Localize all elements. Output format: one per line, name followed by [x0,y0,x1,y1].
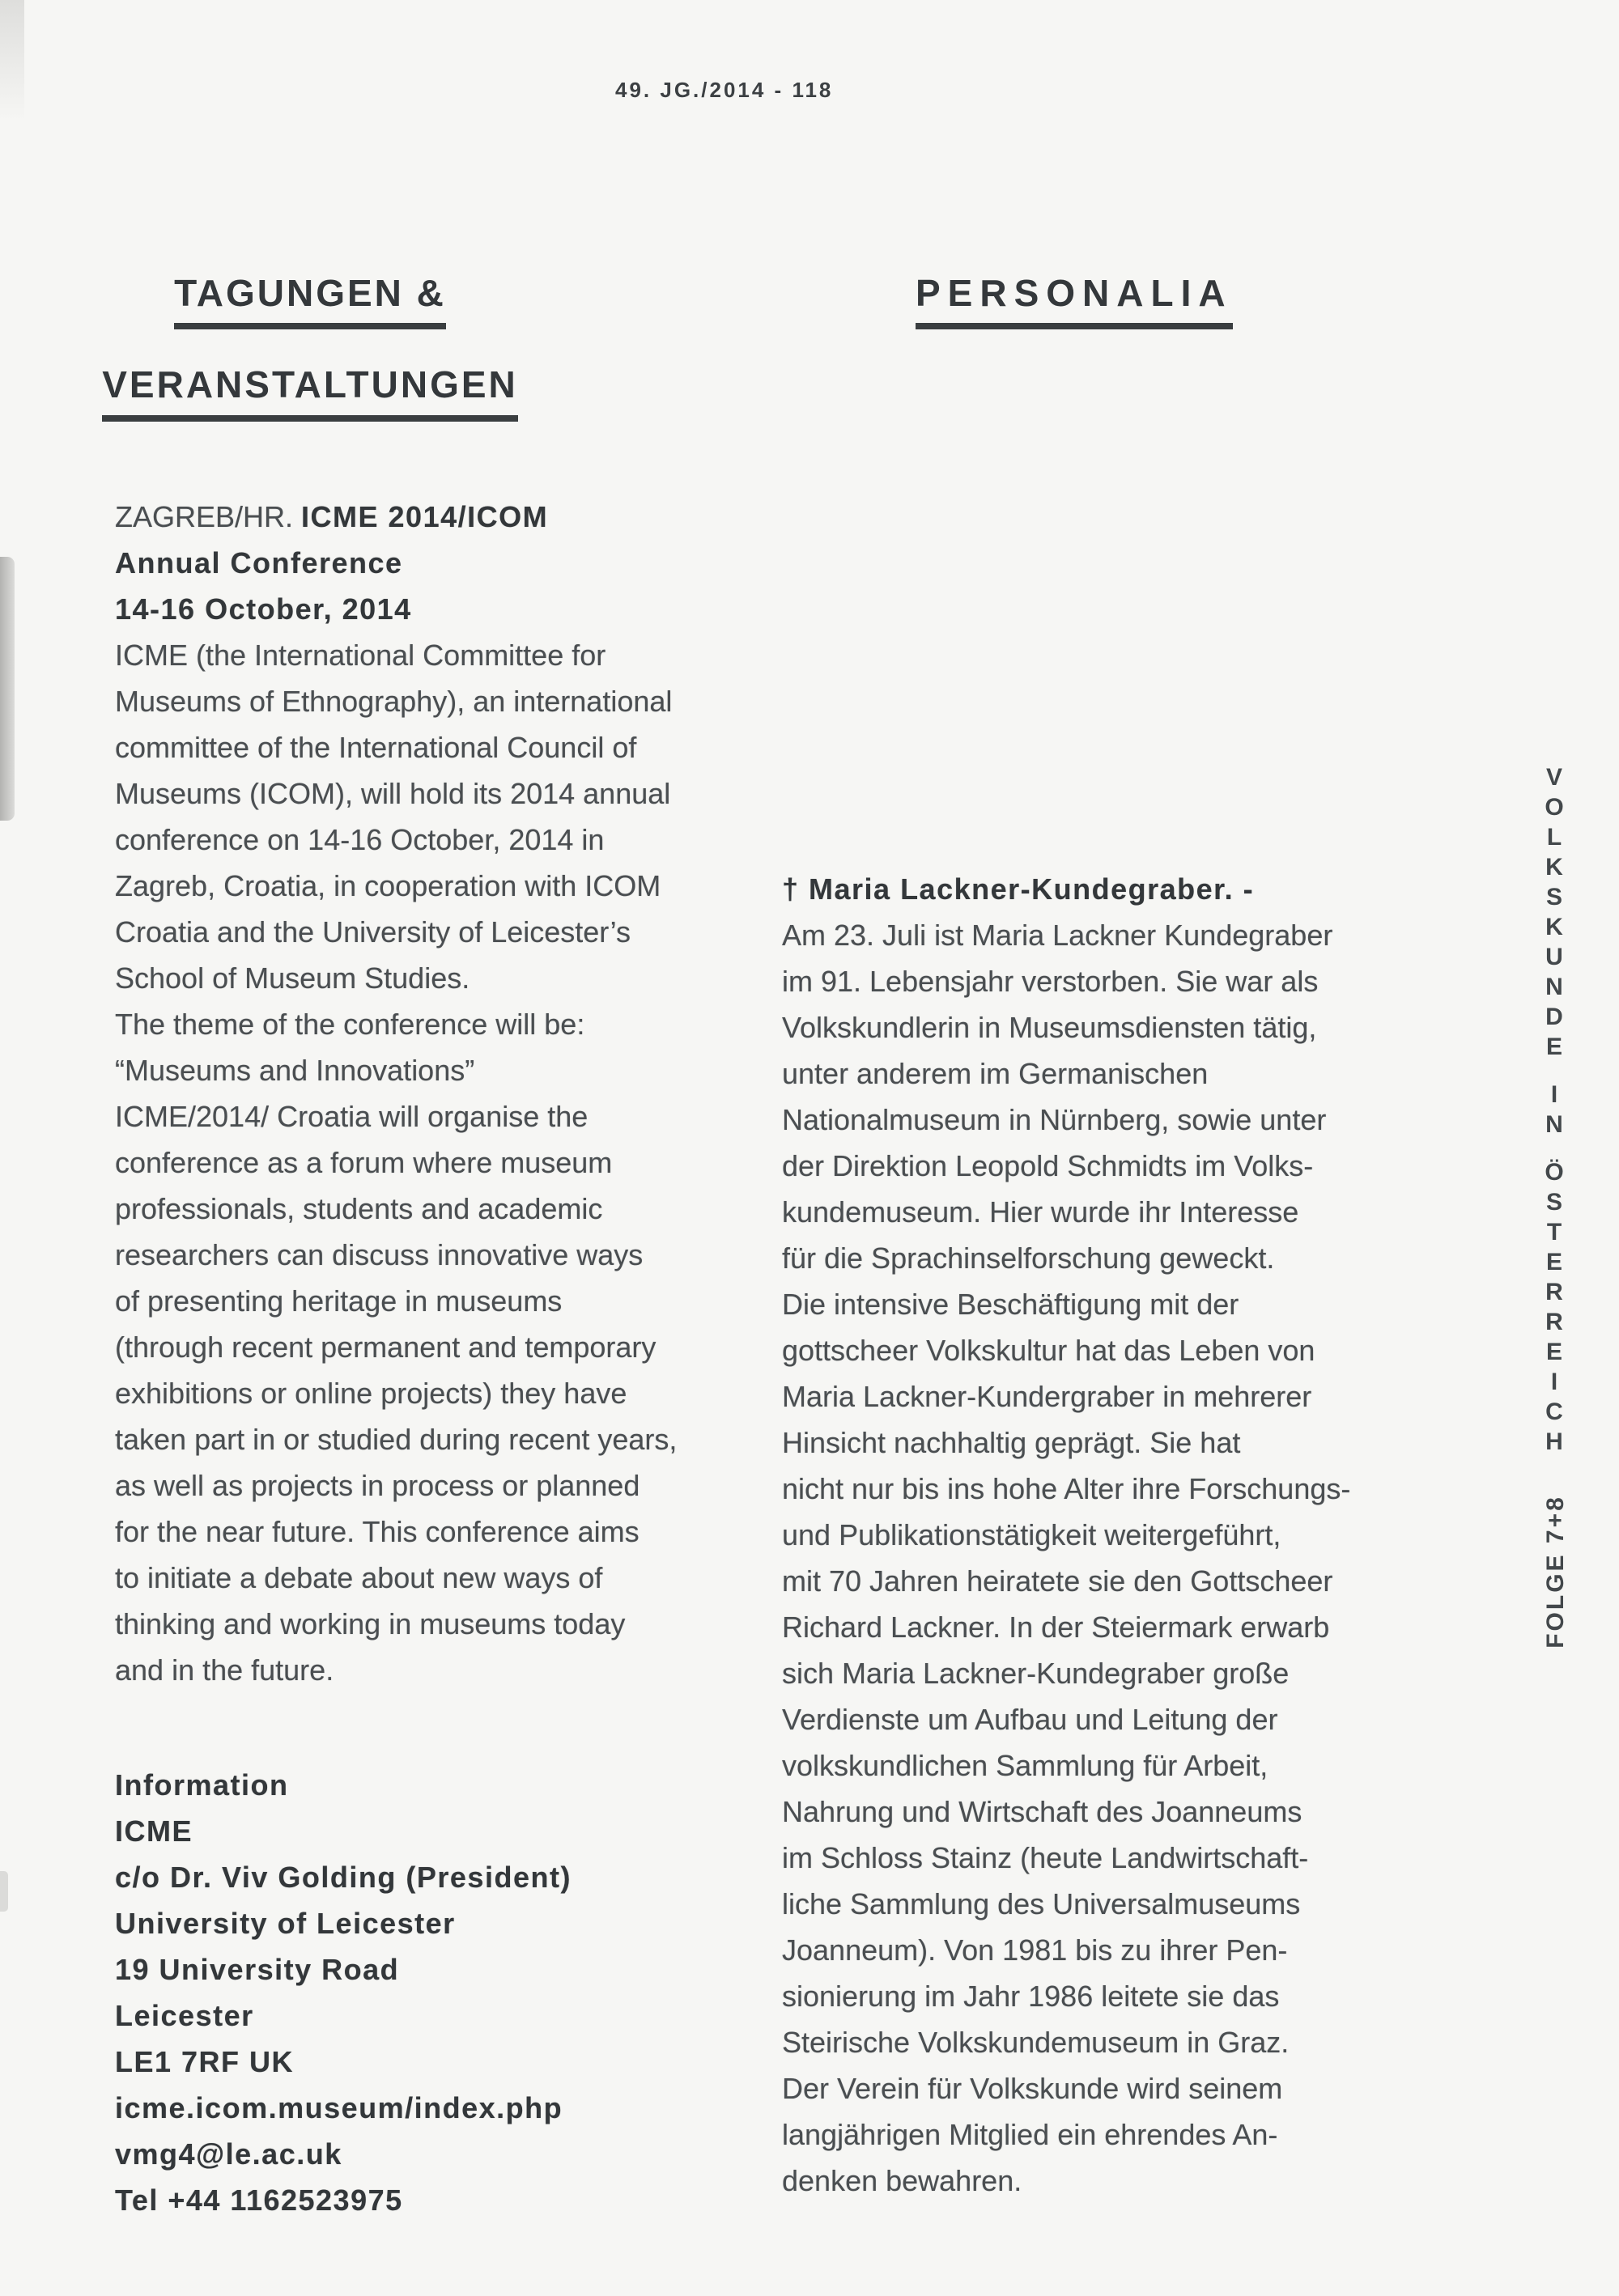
text-segment: Leicester [115,1999,254,2032]
text-line [115,1370,843,1416]
text-segment: nicht nur bis ins hohe Alter ihre Forschungs- [782,1472,1351,1505]
text-line [782,1004,1543,1050]
text-line [782,1097,1543,1143]
text-line [115,1762,843,1808]
text-segment: thinking and working in museums today [115,1607,626,1640]
text-segment: † Maria Lackner-Kundegraber. - [782,872,1255,906]
section-title-personalia [916,274,1233,329]
text-segment: Museums (ICOM), will hold its 2014 annual [115,777,671,810]
text-segment: Annual Conference [115,546,403,579]
text-line [782,1327,1543,1373]
text-line [782,1742,1543,1789]
vertical-letter: U [1545,944,1563,970]
text-segment: professionals, students and academic [115,1192,603,1225]
left-column [115,494,843,2223]
text-segment: of presenting heritage in museums [115,1284,563,1318]
text-segment: for the near future. This conference aims [115,1515,640,1548]
text-line [115,1324,843,1370]
vertical-letter: E [1545,1033,1562,1060]
text-line [115,817,843,863]
text-line [115,1946,843,1993]
text-segment: c/o Dr. Viv Golding (President) [115,1861,572,1894]
text-line [782,958,1543,1004]
text-segment: Der Verein für Volkskunde wird seinem [782,2072,1283,2105]
text-line [782,2019,1543,2065]
text-segment: and in the future. [115,1653,334,1687]
issue-number: 49. JG./2014 - 118 [615,78,834,102]
text-line [782,1835,1543,1881]
text-segment: conference on 14-16 October, 2014 in [115,823,605,856]
vertical-letter: R [1545,1279,1563,1305]
section-title-tagungen-veranstaltungen [83,274,537,422]
text-line [782,1512,1543,1558]
text-segment: für die Sprachinselforschung geweckt. [782,1241,1275,1275]
text-line [115,1509,843,1555]
text-segment: unter anderem im Germanischen [782,1057,1209,1090]
paragraph-gap [115,1693,843,1762]
text-segment: Volkskundlerin in Museumsdiensten tätig, [782,1011,1317,1044]
text-line [115,1278,843,1324]
text-segment: ZAGREB/HR. [115,500,302,533]
text-line [782,1604,1543,1650]
right-column [782,866,1543,2204]
text-segment: LE1 7RF UK [115,2045,295,2078]
text-segment: vmg4@le.ac.uk [115,2137,342,2171]
text-segment: volkskundlichen Sammlung für Arbeit, [782,1749,1268,1782]
scan-artifact-left-edge [0,557,15,821]
vertical-letter: V [1545,764,1562,791]
text-segment: conference as a forum where museum [115,1146,613,1179]
text-line [115,1186,843,1232]
vertical-letter: R [1545,1309,1563,1335]
text-segment: Maria Lackner-Kundergraber in mehrerer [782,1380,1312,1413]
text-segment: Richard Lackner. In der Steiermark erwarb [782,1611,1330,1644]
vertical-word [1536,1157,1572,1457]
text-segment: Museums of Ethnography), an international [115,685,673,718]
text-segment: taken part in or studied during recent years, [115,1423,678,1456]
text-segment: ICME [115,1814,193,1848]
text-line [782,1650,1543,1696]
text-segment: ICME (the International Committee for [115,639,606,672]
text-segment: University of Leicester [115,1907,456,1940]
text-line [115,909,843,955]
text-segment: The theme of the conference will be: [115,1008,585,1041]
text-line [782,2065,1543,2111]
vertical-letter: E [1545,1249,1562,1275]
text-segment: mit 70 Jahren heiratete sie den Gottscheer [782,1564,1333,1598]
obituary-text [782,866,1543,2204]
conference-contact-info [115,1762,843,2223]
text-line [782,1789,1543,1835]
vertical-letter: H [1545,1428,1563,1455]
text-segment: langjährigen Mitglied ein ehrendes An- [782,2118,1278,2151]
vertical-letter: K [1545,854,1563,881]
text-segment: as well as projects in process or planned [115,1469,640,1502]
text-segment: Nahrung und Wirtschaft des Joanneums [782,1795,1302,1828]
text-line [782,1558,1543,1604]
text-line [782,2158,1543,2204]
text-line [782,1420,1543,1466]
text-line [115,1555,843,1601]
text-line [115,724,843,770]
text-segment: Information [115,1768,289,1802]
text-segment: der Direktion Leopold Schmidts im Volks- [782,1149,1314,1182]
text-segment: und Publikationstätigkeit weitergeführt, [782,1518,1281,1551]
vertical-letter: N [1545,1111,1563,1138]
text-line [782,1281,1543,1327]
vertical-letter: S [1545,884,1562,910]
text-segment: kundemuseum. Hier wurde ihr Interesse [782,1195,1299,1229]
text-line [782,1373,1543,1420]
text-line [115,1993,843,2039]
text-segment: denken bewahren. [782,2164,1022,2197]
text-line [115,770,843,817]
text-line [115,1416,843,1462]
text-segment: Joanneum). Von 1981 bis zu ihrer Pen- [782,1933,1288,1967]
text-line [115,2177,843,2223]
vertical-letter: L [1546,824,1562,851]
text-line [115,2085,843,2131]
text-line [115,1462,843,1509]
text-line [115,632,843,678]
text-line [115,1140,843,1186]
text-segment: (through recent permanent and temporary [115,1330,657,1364]
text-line [782,1235,1543,1281]
section-title-line2: VERANSTALTUNGEN [102,365,518,421]
vertical-letter: T [1546,1219,1562,1246]
text-segment: Hinsicht nachhaltig geprägt. Sie hat [782,1426,1241,1459]
vertical-letter: E [1545,1339,1562,1365]
vertical-word [1536,1080,1572,1140]
text-segment: Verdienste um Aufbau und Leitung der [782,1703,1278,1736]
text-line [115,2039,843,2085]
text-segment: exhibitions or online projects) they have [115,1377,627,1410]
text-segment: Zagreb, Croatia, in cooperation with ICOM [115,869,661,902]
section-title-personalia-text: PERSONALIA [916,274,1233,329]
text-line [782,1696,1543,1742]
text-segment: icme.icom.museum/index.php [115,2091,563,2124]
text-line [782,1466,1543,1512]
text-line [115,955,843,1001]
section-title-line1: TAGUNGEN & [174,274,446,329]
scan-artifact-top-left [0,0,24,121]
text-line [782,1881,1543,1927]
text-segment: Tel +44 1162523975 [115,2184,403,2217]
text-line [115,1232,843,1278]
text-line [115,1808,843,1854]
text-line [115,678,843,724]
text-segment: Nationalmuseum in Nürnberg, sowie unter [782,1103,1327,1136]
text-line [782,866,1543,912]
vertical-letter: S [1545,1189,1562,1216]
text-line [782,1189,1543,1235]
text-segment: committee of the International Council of [115,731,637,764]
text-segment: Croatia and the University of Leicester’s [115,915,631,949]
text-segment: 14-16 October, 2014 [115,592,412,626]
text-line [115,586,843,632]
text-segment: sich Maria Lackner-Kundegraber große [782,1657,1290,1690]
text-segment: gottscheer Volkskultur hat das Leben von [782,1334,1315,1367]
text-line [115,1900,843,1946]
text-line [115,1647,843,1693]
text-line [115,1854,843,1900]
text-segment: liche Sammlung des Universalmuseums [782,1887,1301,1920]
text-segment: im Schloss Stainz (heute Landwirtschaft- [782,1841,1309,1874]
vertical-letter: D [1545,1004,1563,1030]
text-segment: ICME 2014/ICOM [301,500,549,533]
text-segment: im 91. Lebensjahr verstorben. Sie war als [782,965,1319,998]
vertical-letter: N [1545,974,1563,1000]
text-line [782,1143,1543,1189]
text-segment: Steirische Volkskundemuseum in Graz. [782,2026,1290,2059]
vertical-letter: O [1545,794,1564,821]
text-line [115,494,843,540]
text-line [115,2131,843,2177]
vertical-letter: C [1545,1398,1563,1425]
vertical-word [1536,762,1572,1062]
text-segment: researchers can discuss innovative ways [115,1238,644,1271]
text-line [115,540,843,586]
text-segment: to initiate a debate about new ways of [115,1561,603,1594]
text-line [115,1093,843,1140]
vertical-journal-title [1536,762,1572,1457]
conference-announcement-text [115,494,843,1693]
text-line [782,1050,1543,1097]
text-line [115,1001,843,1047]
text-segment: Die intensive Beschäftigung mit der [782,1288,1239,1321]
scan-artifact-left-lower [0,1871,8,1912]
text-segment: 19 University Road [115,1953,400,1986]
text-segment: ICME/2014/ Croatia will organise the [115,1100,589,1133]
text-segment: sionierung im Jahr 1986 leitete sie das [782,1980,1280,2013]
vertical-letter: I [1550,1081,1558,1108]
text-line [782,912,1543,958]
text-line [115,1047,843,1093]
text-line [782,2111,1543,2158]
vertical-letter: I [1550,1369,1558,1395]
vertical-letter: Ö [1545,1159,1564,1186]
vertical-letter: K [1545,914,1563,940]
text-line [782,1927,1543,1973]
text-segment: Am 23. Juli ist Maria Lackner Kundegraber [782,919,1333,952]
text-line [782,1973,1543,2019]
text-segment: “Museums and Innovations” [115,1054,475,1087]
text-segment: School of Museum Studies. [115,961,470,995]
text-line [115,1601,843,1647]
text-line [115,863,843,909]
issue-folge-label: FOLGE 7+8 [1542,1495,1569,1649]
